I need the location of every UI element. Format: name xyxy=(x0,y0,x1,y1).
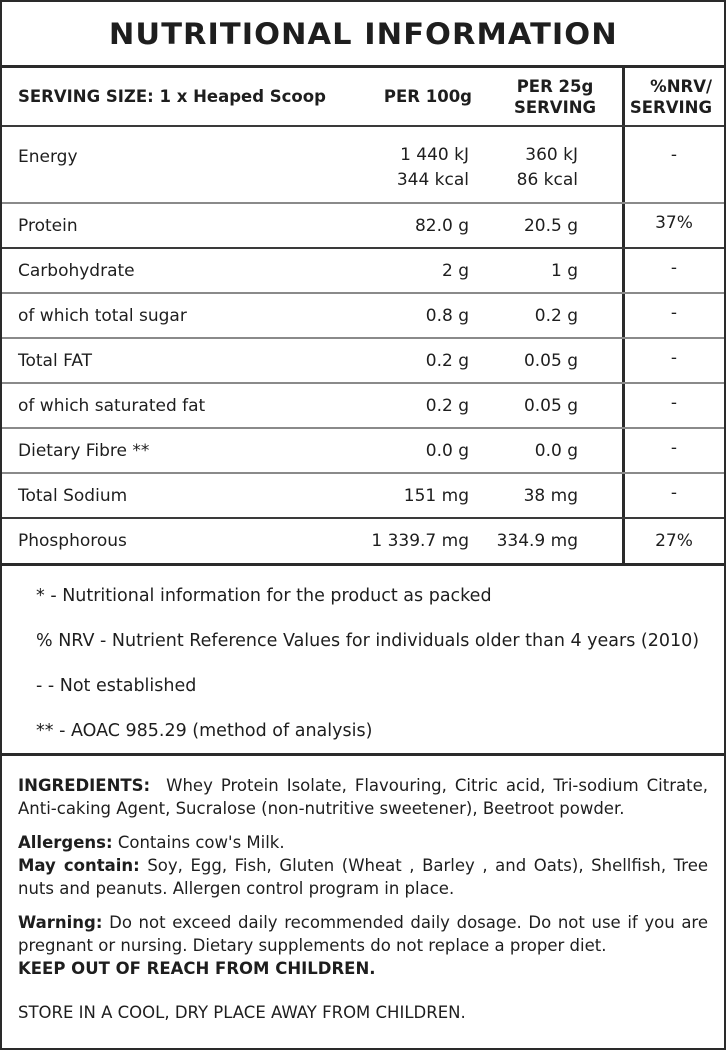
per25-value: 0.05 g xyxy=(523,350,578,371)
warning-text: Do not exceed daily recommended daily dosage. Do not use if you are pregnant or nursing. Dietary supplements do not replace a proper diet. xyxy=(18,913,709,955)
nrv-header-line2: SERVING xyxy=(629,97,712,117)
footnote: - - Not established xyxy=(36,676,197,696)
spacer xyxy=(18,900,708,911)
nrv-value: 37% xyxy=(655,212,693,233)
warning-paragraph xyxy=(18,911,708,980)
footnote: ** - AOAC 985.29 (method of analysis) xyxy=(36,721,373,741)
per25-kcal: 86 kcal xyxy=(516,170,578,190)
nrv-value: - xyxy=(670,437,678,458)
nrv-value: - xyxy=(670,257,678,278)
table-row-energy xyxy=(2,127,724,204)
nrv-value: - xyxy=(670,347,678,368)
spacer xyxy=(18,820,708,831)
per100-kcal: 344 kcal xyxy=(396,170,469,190)
footnotes xyxy=(2,566,724,756)
nutrient-name: Total Sodium xyxy=(18,485,128,506)
per25-value xyxy=(472,127,612,202)
per25-header-line1: PER 25g xyxy=(516,76,594,96)
per100-header: PER 100g xyxy=(383,87,472,106)
nrv-value: 27% xyxy=(655,531,693,551)
per100-kj: 1 440 kJ xyxy=(400,145,469,165)
may-contain-paragraph xyxy=(18,854,708,900)
ingredients-paragraph xyxy=(18,774,708,820)
per25-value: 334.9 mg xyxy=(496,531,578,551)
nutrient-name: of which saturated fat xyxy=(18,395,206,416)
spacer xyxy=(18,980,708,1001)
ingredients-label: INGREDIENTS: xyxy=(18,776,151,795)
per25-value: 0.05 g xyxy=(523,395,578,416)
nutrient-name: Carbohydrate xyxy=(18,260,135,281)
may-contain-text: Soy, Egg, Fish, Gluten (Wheat , Barley , and Oats), Shellfish, Tree nuts and peanuts. Allergen control program in place. xyxy=(18,856,709,898)
nutrient-name: Energy xyxy=(18,147,78,167)
table-row xyxy=(2,204,724,249)
per100-value: 1 339.7 mg xyxy=(371,531,469,551)
nrv-value: - xyxy=(670,145,678,165)
footnote: * - Nutritional information for the product as packed xyxy=(36,586,492,606)
per100-value: 0.2 g xyxy=(425,350,469,371)
per25-value: 0.0 g xyxy=(534,440,578,461)
allergens-paragraph xyxy=(18,831,708,854)
per100-value xyxy=(362,127,472,202)
storage-instructions: STORE IN A COOL, DRY PLACE AWAY FROM CHILDREN. xyxy=(18,1003,466,1022)
table-row xyxy=(2,429,724,474)
ingredients-section xyxy=(2,756,724,1024)
nrv-value: - xyxy=(670,302,678,323)
warning-label: Warning: xyxy=(18,913,103,932)
per25-value: 38 mg xyxy=(523,485,578,506)
table-row xyxy=(2,474,724,519)
footnote: % NRV - Nutrient Reference Values for individuals older than 4 years (2010) xyxy=(36,631,700,651)
per100-value: 0.0 g xyxy=(425,440,469,461)
per100-value: 82.0 g xyxy=(414,215,469,236)
table-row xyxy=(2,339,724,384)
allergens-label: Allergens: xyxy=(18,833,113,852)
per100-value: 2 g xyxy=(441,260,469,281)
nutrient-name: Phosphorous xyxy=(18,531,127,551)
nutrient-name: Dietary Fibre ** xyxy=(18,440,150,461)
per25-header-line2: SERVING xyxy=(513,97,597,117)
table-row xyxy=(2,519,724,566)
table-header xyxy=(2,68,724,127)
page-title: NUTRITIONAL INFORMATION xyxy=(108,16,618,51)
per100-value: 0.2 g xyxy=(425,395,469,416)
may-contain-label: May contain: xyxy=(18,856,140,875)
title-bar xyxy=(2,2,724,68)
table-row xyxy=(2,384,724,429)
table-row xyxy=(2,249,724,294)
ingredients-text: Whey Protein Isolate, Flavouring, Citric acid, Tri-sodium Citrate, Anti-caking Agent, Sucralose (non-nutritive sweetener), Beetroot powder. xyxy=(18,776,709,818)
nrv-value: - xyxy=(670,482,678,503)
nrv-value: - xyxy=(670,392,678,413)
nutrient-name: Total FAT xyxy=(18,350,93,371)
per25-kj: 360 kJ xyxy=(525,145,578,165)
nrv-header xyxy=(612,76,722,118)
per25-header xyxy=(472,76,612,118)
per25-value: 1 g xyxy=(550,260,578,281)
warning-emphasis: KEEP OUT OF REACH FROM CHILDREN. xyxy=(18,959,376,978)
per25-value: 20.5 g xyxy=(523,215,578,236)
nutrition-table xyxy=(2,68,724,566)
nutrient-name: Protein xyxy=(18,215,78,236)
table-row xyxy=(2,294,724,339)
serving-size-header: SERVING SIZE: 1 x Heaped Scoop xyxy=(18,87,326,106)
per100-value: 0.8 g xyxy=(425,305,469,326)
per25-value: 0.2 g xyxy=(534,305,578,326)
allergens-text: Contains cow's Milk. xyxy=(117,833,285,852)
per100-value: 151 mg xyxy=(403,485,469,506)
nutrient-name: of which total sugar xyxy=(18,305,187,326)
nrv-header-line1: %NRV/ xyxy=(650,76,712,96)
